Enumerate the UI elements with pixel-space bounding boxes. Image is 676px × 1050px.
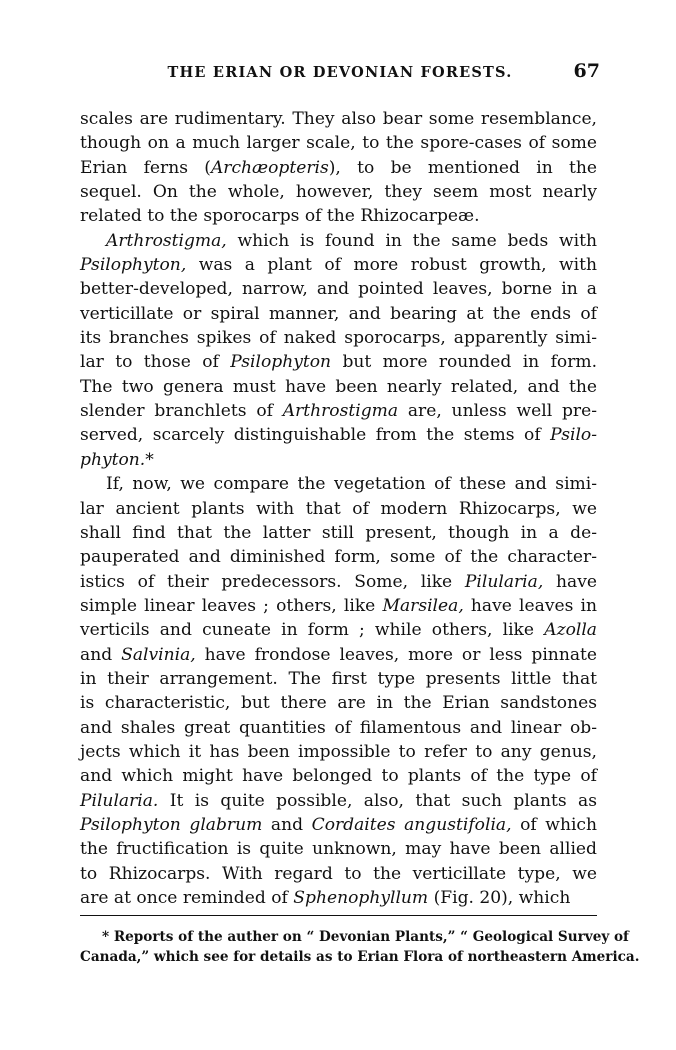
text-run: verticillate or spiral manner, and bearing at the ends of — [80, 303, 597, 324]
text-line — [80, 399, 597, 423]
italic-term: Azolla — [544, 620, 597, 641]
text-run: (Fig. 20), which — [428, 888, 571, 908]
text-run: * — [145, 449, 154, 470]
text-run: simple linear leaves ; others, like — [80, 595, 383, 616]
text-run: is characteristic, but there are in the Erian sandstones — [80, 693, 597, 714]
text-run: lar ancient plants with that of modern Rhizocarps, we — [80, 498, 597, 519]
text-run: have leaves in — [463, 595, 597, 616]
text-line — [80, 789, 597, 813]
text-line — [80, 764, 597, 788]
text-run: served, scarcely distinguishable from the stems of — [80, 425, 551, 446]
italic-term: Salvinia, — [121, 644, 196, 665]
italic-term: Sphenophyllum — [293, 888, 429, 908]
italic-term: Psilo- — [550, 425, 597, 446]
text-line — [80, 277, 597, 301]
text-run: It is quite possible, also, that such plants as — [158, 790, 597, 811]
text-line — [80, 521, 597, 545]
footnote — [80, 927, 640, 967]
paragraph-2 — [80, 229, 597, 472]
text-line — [80, 107, 597, 131]
text-run: scales are rudimentary. They also bear some resemblance, — [80, 109, 597, 129]
italic-term: phyton. — [80, 449, 146, 470]
text-line — [80, 204, 597, 228]
text-run: and shales great quantities of filamentous and linear ob- — [80, 717, 597, 738]
text-run: but more rounded in form. — [331, 352, 598, 373]
body-text — [80, 107, 597, 910]
paragraph-1 — [80, 107, 597, 229]
text-run: in their arrangement. The first type presents little that — [80, 668, 597, 689]
italic-term: Marsilea, — [382, 595, 464, 616]
text-run: jects which it has been impossible to refer to any genus, — [80, 741, 597, 762]
footnote-line: Canada,” which see for details as to Erian Flora of northeastern America. — [80, 949, 640, 965]
italic-term: Psilophyton, — [80, 255, 187, 276]
text-line — [80, 862, 597, 886]
text-run: have frondose leaves, more or less pinnate — [195, 644, 598, 665]
text-run: better-developed, narrow, and pointed leaves, borne in a — [80, 279, 597, 300]
text-line — [80, 350, 597, 374]
footnote-line: * Reports of the auther on “ Devonian Plants,” “ Geological Survey of — [102, 929, 629, 945]
italic-term: Pilularia, — [464, 571, 544, 592]
italic-term: Psilophyton glabrum — [80, 814, 263, 835]
text-line — [80, 302, 597, 326]
text-run: the fructification is quite unknown, may have been allied — [80, 839, 597, 860]
text-run: are at once reminded of — [80, 888, 294, 908]
text-line — [80, 886, 597, 910]
text-line — [80, 131, 597, 155]
text-line — [80, 740, 597, 764]
italic-term: Archæopteris — [210, 157, 329, 178]
footnote-rule — [80, 915, 597, 916]
text-line — [80, 691, 597, 715]
text-run: istics of their predecessors. Some, like — [80, 571, 465, 592]
text-run: though on a much larger scale, to the spore-cases of some — [80, 133, 597, 154]
text-line — [80, 837, 597, 861]
text-run: was a plant of more robust growth, with — [186, 255, 597, 276]
text-run: slender branchlets of — [80, 401, 283, 422]
page-number: 67 — [573, 60, 600, 82]
text-line — [80, 497, 597, 521]
text-line — [80, 375, 597, 399]
text-line — [80, 423, 597, 447]
text-run: shall find that the latter still present, though in a de- — [80, 522, 597, 543]
text-line — [80, 643, 597, 667]
running-header — [80, 60, 600, 90]
text-run: sequel. On the whole, however, they seem most nearly — [80, 182, 597, 203]
italic-term: Arthrostigma — [282, 401, 399, 422]
text-line — [80, 594, 597, 618]
text-line — [80, 667, 597, 691]
text-line — [80, 472, 597, 496]
italic-term: Psilophyton — [230, 352, 332, 373]
text-run: pauperated and diminished form, some of the character- — [80, 547, 597, 568]
italic-term: Cordaites angustifolia, — [311, 814, 512, 835]
text-line — [80, 618, 597, 642]
text-run: its branches spikes of naked sporocarps, apparently simi- — [80, 328, 597, 349]
text-run: verticils and cuneate in form ; while others, like — [80, 620, 545, 641]
text-run: Erian ferns ( — [80, 157, 211, 178]
text-line — [80, 813, 597, 837]
text-run: of which — [511, 814, 597, 835]
text-run: If, now, we compare the vegetation of these and simi- — [106, 474, 597, 495]
text-line — [80, 156, 597, 180]
text-line — [80, 716, 597, 740]
text-run: ), to be mentioned in the — [328, 157, 597, 178]
text-line — [80, 570, 597, 594]
text-run: The two genera must have been nearly related, and the — [80, 376, 597, 397]
text-run: are, unless well pre- — [398, 401, 597, 422]
text-line — [80, 326, 597, 350]
text-run: lar to those of — [80, 352, 231, 373]
running-title: THE ERIAN OR DEVONIAN FORESTS. — [167, 64, 513, 81]
paragraph-3 — [80, 472, 597, 910]
text-line — [80, 180, 597, 204]
text-run: which is found in the same beds with — [226, 230, 597, 251]
text-run: and — [80, 644, 122, 665]
text-run: related to the sporocarps of the Rhizocarpeæ. — [80, 206, 480, 227]
text-run: and — [262, 814, 312, 835]
text-run: and which might have belonged to plants of the type of — [80, 766, 597, 787]
text-run: have — [543, 571, 597, 592]
text-run: to Rhizocarps. With regard to the verticillate type, we — [80, 863, 597, 884]
text-line — [80, 229, 597, 253]
text-line — [80, 253, 597, 277]
italic-term: Pilularia. — [80, 790, 159, 811]
text-line — [80, 545, 597, 569]
italic-term: Arthrostigma, — [106, 230, 227, 251]
text-line — [80, 448, 597, 472]
